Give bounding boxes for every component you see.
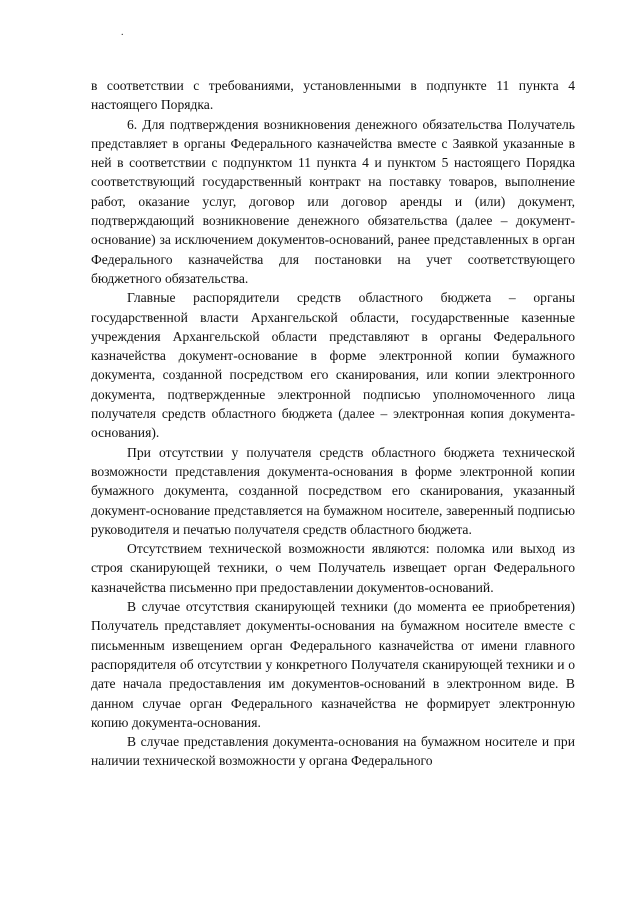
document-body [91,76,575,771]
paragraph-chief-administrators: Главные распорядители средств областного бюджета – органы государственной власти Архангельской области, государственные казенные учреждения Архангельской области представляют в органы Федерального казначейства документ-основание в форме электронной копии бумажного документа, созданной посредством его сканирования, или копии электронного документа, подтвержденные электронной подписью уполномоченного лица получателя средств областного бюджета (далее – электронная копия документа-основания). [91,290,575,441]
paragraph-technical-possibility-definition: Отсутствием технической возможности являются: поломка или выход из строя сканирующей техники, о чем Получатель извещает орган Федерального казначейства письменно при предоставлении документов-оснований. [91,541,575,595]
page-mark: . [121,27,124,38]
paragraph-no-technical-possibility: При отсутствии у получателя средств областного бюджета технической возможности представления документа-основания в форме электронной копии бумажного документа, созданной посредством его сканирования, указанный документ-основание представляется на бумажном носителе, заверенный подписью руководителя и печатью получателя средств областного бюджета. [91,444,575,537]
paragraph-no-scanner: В случае отсутствия сканирующей техники (до момента ее приобретения) Получатель представляет документы-основания на бумажном носителе вместе с письменным извещением орган Федерального казначейства от имени главного распорядителя об отсутствии у конкретного Получателя сканирующей техники и о дате начала предоставления им документов-оснований в электронном виде. В данном случае орган Федерального казначейства не формирует электронную копию документа-основания. [91,599,575,730]
paragraph-continuation: в соответствии с требованиями, установленными в подпункте 11 пункта 4 настоящего Порядка. [91,78,575,113]
paragraph-paper-submission: В случае представления документа-основания на бумажном носителе и при наличии технической возможности у органа Федерального [91,734,575,769]
paragraph-item-6: 6. Для подтверждения возникновения денежного обязательства Получатель представляет в органы Федерального казначейства вместе с Заявкой указанные в ней в соответствии с подпунктом 11 пункта 4 и пунктом 5 настоящего Порядка соответствующий государственный контракт на поставку товаров, выполнение работ, оказание услуг, договор или договор аренды и (или) документ, подтверждающий возникновение денежного обязательства (далее – документ-основание) за исключением документов-оснований, ранее представленных в орган Федерального казначейства для постановки на учет соответствующего бюджетного обязательства. [91,116,575,286]
